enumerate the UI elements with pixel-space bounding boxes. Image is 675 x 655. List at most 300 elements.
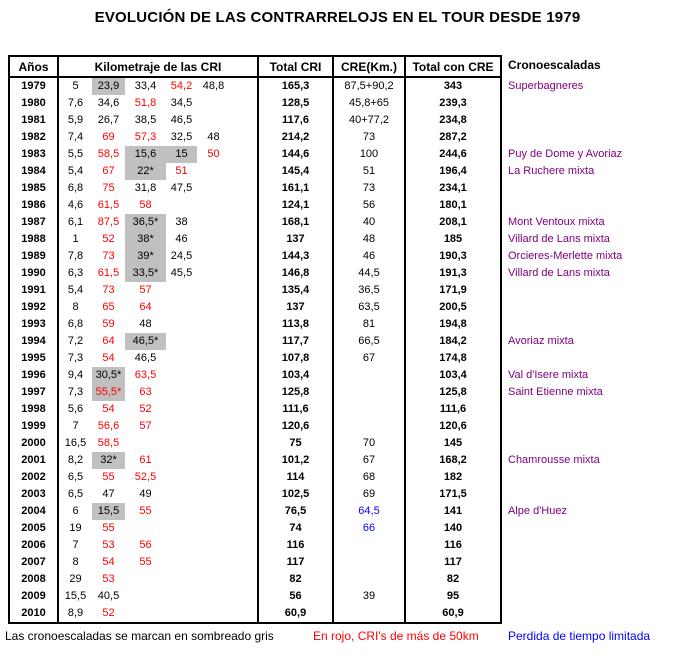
km-cell	[197, 248, 230, 265]
cronoescalada-label	[508, 95, 674, 112]
km-cell: 52	[139, 403, 152, 415]
km-cell: 52	[102, 607, 115, 619]
km-cell	[197, 282, 230, 299]
cre-cell: 87,5+90,2	[333, 77, 405, 95]
km-cell: 7,4	[67, 131, 84, 143]
km-cell: 32,5	[170, 131, 193, 143]
total-cri-cell: 103,4	[258, 367, 333, 384]
km-cell	[197, 316, 230, 333]
table-row	[9, 299, 501, 316]
km-cell: 54,2	[170, 80, 193, 92]
km-cell	[166, 384, 197, 401]
cronoescalada-label: Chamrousse mixta	[508, 454, 600, 466]
legend-red-note: En rojo, CRI's de más de 50km	[313, 629, 479, 643]
km-cell: 64	[139, 301, 152, 313]
total-con-cre-cell: 194,8	[439, 318, 467, 330]
header-anos: Años	[9, 56, 58, 77]
total-con-cre-cell: 145	[443, 437, 463, 449]
km-filler-cell	[230, 214, 258, 231]
km-cell	[197, 112, 230, 129]
km-filler-cell	[230, 95, 258, 112]
km-cell: 58,5	[97, 437, 120, 449]
km-cell: 54	[102, 556, 115, 568]
km-cell: 55	[102, 522, 115, 534]
km-cell: 6	[72, 505, 79, 517]
table-row	[9, 265, 501, 282]
km-cell: 7,2	[67, 335, 84, 347]
year-cell: 1981	[9, 112, 58, 129]
km-cell: 5,4	[67, 165, 84, 177]
cronoescalada-label	[508, 571, 674, 588]
km-cell	[166, 418, 197, 435]
km-cell: 65	[102, 301, 115, 313]
km-cell: 1	[72, 233, 79, 245]
year-cell: 1982	[9, 129, 58, 146]
km-cell	[197, 367, 230, 384]
km-filler-cell	[230, 146, 258, 163]
km-cell: 46,5	[170, 114, 193, 126]
year-cell: 1984	[9, 163, 58, 180]
cronoescalada-label: Villard de Lans mixta	[508, 267, 610, 279]
km-cell	[197, 486, 230, 503]
km-filler-cell	[230, 316, 258, 333]
cronoescalada-label	[508, 180, 674, 197]
total-con-cre-cell: 111,6	[439, 403, 467, 415]
km-cell: 56,6	[97, 420, 120, 432]
year-cell: 2010	[9, 605, 58, 623]
table-row	[9, 214, 501, 231]
km-cell: 7	[72, 420, 79, 432]
km-filler-cell	[230, 282, 258, 299]
total-cri-cell: 117,7	[258, 333, 333, 350]
total-cri-cell: 120,6	[258, 418, 333, 435]
table-row	[9, 571, 501, 588]
km-cell: 48	[207, 131, 220, 143]
km-cell	[197, 163, 230, 180]
total-cri-cell: 60,9	[258, 605, 333, 623]
km-cell: 61,5	[97, 199, 120, 211]
year-cell: 1998	[9, 401, 58, 418]
cronoescalada-label: Alpe d'Huez	[508, 505, 567, 517]
table-row	[9, 367, 501, 384]
km-cell: 15,6	[125, 146, 166, 163]
year-cell: 1994	[9, 333, 58, 350]
km-cell: 54	[102, 352, 115, 364]
km-cell: 34,5	[170, 97, 193, 109]
total-con-cre-cell: 174,8	[439, 352, 467, 364]
cre-cell	[333, 605, 405, 623]
total-con-cre-cell: 171,5	[439, 488, 467, 500]
total-cri-cell: 144,3	[258, 248, 333, 265]
km-cell: 7,3	[67, 352, 84, 364]
cronoescalada-label: Villard de Lans mixta	[508, 233, 610, 245]
cre-cell	[333, 537, 405, 554]
table-row	[9, 520, 501, 537]
cronoescalada-label	[508, 605, 674, 622]
cronoescalada-label: Mont Ventoux mixta	[508, 216, 605, 228]
km-cell	[125, 435, 166, 452]
km-cell: 31,8	[134, 182, 157, 194]
cre-cell	[333, 554, 405, 571]
table-row	[9, 605, 501, 623]
cre-cell: 45,8+65	[333, 95, 405, 112]
km-cell: 8,2	[67, 454, 84, 466]
cronoescalada-label	[508, 435, 674, 452]
km-cell: 69	[102, 131, 115, 143]
km-cell	[197, 197, 230, 214]
km-cell	[197, 265, 230, 282]
table-row	[9, 146, 501, 163]
km-cell: 50	[207, 148, 220, 160]
km-cell	[166, 554, 197, 571]
cronoescalada-label	[508, 316, 674, 333]
km-filler-cell	[230, 588, 258, 605]
table-row	[9, 452, 501, 469]
km-cell	[166, 503, 197, 520]
total-cri-cell: 165,3	[258, 77, 333, 95]
total-con-cre-cell: 141	[443, 505, 463, 517]
km-cell	[197, 503, 230, 520]
table-row	[9, 588, 501, 605]
cre-cell: 51	[333, 163, 405, 180]
km-cell: 51	[175, 165, 188, 177]
table-row	[9, 418, 501, 435]
km-cell	[166, 537, 197, 554]
km-cell: 73	[102, 250, 115, 262]
total-con-cre-cell: 200,5	[439, 301, 467, 313]
km-cell	[166, 367, 197, 384]
total-con-cre-cell: 184,2	[439, 335, 467, 347]
table-row	[9, 333, 501, 350]
cre-cell: 81	[333, 316, 405, 333]
cre-cell: 67	[333, 350, 405, 367]
km-cell: 57	[139, 420, 152, 432]
cre-cell: 64,5	[333, 503, 405, 520]
year-cell: 1996	[9, 367, 58, 384]
year-cell: 1979	[9, 77, 58, 95]
km-cell	[197, 299, 230, 316]
km-cell: 53	[102, 539, 115, 551]
total-cri-cell: 161,1	[258, 180, 333, 197]
total-cri-cell: 113,8	[258, 316, 333, 333]
cronoescalada-label	[508, 129, 674, 146]
total-con-cre-cell: 168,2	[439, 454, 467, 466]
table-row	[9, 77, 501, 95]
km-cell: 8,9	[67, 607, 84, 619]
km-cell: 15	[166, 146, 197, 163]
total-cri-cell: 117	[258, 554, 333, 571]
cronoescalada-label: Saint Etienne mixta	[508, 386, 603, 398]
km-filler-cell	[230, 452, 258, 469]
year-cell: 2006	[9, 537, 58, 554]
cronoescalada-label	[508, 299, 674, 316]
total-cri-cell: 114	[258, 469, 333, 486]
total-cri-cell: 144,6	[258, 146, 333, 163]
km-cell: 51,8	[134, 97, 157, 109]
km-cell: 22*	[125, 163, 166, 180]
year-cell: 1980	[9, 95, 58, 112]
km-cell	[197, 469, 230, 486]
km-cell: 49	[139, 488, 152, 500]
cre-cell: 46	[333, 248, 405, 265]
km-cell: 64	[102, 335, 115, 347]
year-cell: 2007	[9, 554, 58, 571]
km-cell	[166, 350, 197, 367]
km-cell: 47	[102, 488, 115, 500]
km-cell	[197, 384, 230, 401]
km-cell: 61	[139, 454, 152, 466]
page-title: EVOLUCIÓN DE LAS CONTRARRELOJS EN EL TOUR DESDE 1979	[94, 9, 581, 26]
year-cell: 2003	[9, 486, 58, 503]
km-cell	[197, 95, 230, 112]
km-cell: 33,4	[134, 80, 157, 92]
total-cri-cell: 214,2	[258, 129, 333, 146]
table-row	[9, 401, 501, 418]
km-cell	[197, 554, 230, 571]
total-con-cre-cell: 287,2	[439, 131, 467, 143]
km-filler-cell	[230, 503, 258, 520]
km-cell: 48	[139, 318, 152, 330]
km-cell: 45,5	[170, 267, 193, 279]
total-con-cre-cell: 117	[444, 556, 462, 568]
cronoescalada-label	[508, 588, 674, 605]
km-cell	[166, 401, 197, 418]
total-con-cre-cell: 234,1	[439, 182, 467, 194]
km-cell	[197, 231, 230, 248]
year-cell: 1987	[9, 214, 58, 231]
cre-cell	[333, 367, 405, 384]
km-cell	[197, 180, 230, 197]
total-cri-cell: 102,5	[258, 486, 333, 503]
total-con-cre-cell: 182	[443, 471, 463, 483]
total-con-cre-cell: 103,4	[439, 369, 467, 381]
total-con-cre-cell: 60,9	[442, 607, 464, 619]
cre-cell: 48	[333, 231, 405, 248]
cronoescalada-label	[508, 418, 674, 435]
km-cell: 40,5	[97, 590, 120, 602]
year-cell: 1993	[9, 316, 58, 333]
km-cell: 16,5	[64, 437, 87, 449]
year-cell: 2000	[9, 435, 58, 452]
total-con-cre-cell: 239,3	[439, 97, 467, 109]
cronoescalada-label	[508, 537, 674, 554]
total-cri-cell: 125,8	[258, 384, 333, 401]
km-filler-cell	[230, 197, 258, 214]
year-cell: 2001	[9, 452, 58, 469]
km-filler-cell	[230, 486, 258, 503]
km-cell	[125, 588, 166, 605]
total-cri-cell: 82	[258, 571, 333, 588]
km-cell: 6,8	[67, 182, 84, 194]
cronoescalada-label: Orcieres-Merlette mixta	[508, 250, 623, 262]
total-con-cre-cell: 125,8	[439, 386, 467, 398]
cronoescalada-label	[508, 282, 674, 299]
cronoescalada-label: Puy de Dome y Avoriaz	[508, 148, 623, 160]
table-row	[9, 180, 501, 197]
total-con-cre-cell: 180,1	[439, 199, 467, 211]
cre-cell: 66	[333, 520, 405, 537]
header-cre: CRE(Km.)	[333, 56, 405, 77]
cre-cell	[333, 418, 405, 435]
table-row	[9, 316, 501, 333]
total-con-cre-cell: 171,9	[439, 284, 467, 296]
km-cell: 34,6	[97, 97, 120, 109]
header-cronoescaladas: Cronoescaladas	[508, 58, 601, 72]
km-cell: 7,6	[67, 97, 84, 109]
table-row	[9, 435, 501, 452]
km-cell	[166, 452, 197, 469]
table-row	[9, 129, 501, 146]
km-filler-cell	[230, 367, 258, 384]
table-row	[9, 197, 501, 214]
km-filler-cell	[230, 248, 258, 265]
km-cell: 38	[175, 216, 188, 228]
km-cell	[125, 605, 166, 623]
total-cri-cell: 117,6	[258, 112, 333, 129]
cronoescalada-label: Val d'Isere mixta	[508, 369, 589, 381]
year-cell: 1985	[9, 180, 58, 197]
km-cell: 8	[72, 301, 79, 313]
table-row	[9, 486, 501, 503]
km-cell	[197, 520, 230, 537]
year-cell: 1983	[9, 146, 58, 163]
cronoescalada-label: La Ruchere mixta	[508, 165, 595, 177]
cre-cell: 70	[333, 435, 405, 452]
km-cell	[197, 401, 230, 418]
cre-cell: 69	[333, 486, 405, 503]
km-filler-cell	[230, 571, 258, 588]
km-cell: 46	[175, 233, 188, 245]
km-cell: 39*	[125, 248, 166, 265]
km-cell	[166, 520, 197, 537]
table-row	[9, 163, 501, 180]
km-cell: 5,5	[67, 148, 84, 160]
km-cell: 57	[139, 284, 152, 296]
km-filler-cell	[230, 520, 258, 537]
cronoescalada-label	[508, 401, 674, 418]
cronoescalada-label	[508, 350, 674, 367]
total-cri-cell: 111,6	[258, 401, 333, 418]
km-filler-cell	[230, 112, 258, 129]
cre-cell: 40+77,2	[333, 112, 405, 129]
km-filler-cell	[230, 384, 258, 401]
km-cell: 55	[139, 556, 152, 568]
cronoescalada-label	[508, 197, 674, 214]
km-cell: 55,5*	[92, 384, 125, 401]
km-cell: 29	[69, 573, 82, 585]
km-filler-cell	[230, 231, 258, 248]
cre-cell: 40	[333, 214, 405, 231]
km-cell	[197, 537, 230, 554]
km-cell	[166, 299, 197, 316]
km-cell: 52,5	[134, 471, 157, 483]
km-cell: 5,6	[67, 403, 84, 415]
km-cell: 9,4	[67, 369, 84, 381]
cre-cell	[333, 384, 405, 401]
cre-cell: 66,5	[333, 333, 405, 350]
total-con-cre-cell: 185	[443, 233, 463, 245]
table-row	[9, 469, 501, 486]
km-cell	[166, 588, 197, 605]
table-header-row	[9, 56, 501, 77]
total-cri-cell: 168,1	[258, 214, 333, 231]
km-cell: 15,5	[64, 590, 87, 602]
km-cell	[166, 571, 197, 588]
km-filler-cell	[230, 418, 258, 435]
km-cell: 6,5	[67, 471, 84, 483]
total-cri-cell: 137	[258, 299, 333, 316]
km-cell	[197, 605, 230, 623]
km-filler-cell	[230, 554, 258, 571]
km-cell: 67	[102, 165, 115, 177]
km-cell	[125, 571, 166, 588]
km-cell	[197, 588, 230, 605]
cre-cell: 73	[333, 129, 405, 146]
km-cell	[197, 435, 230, 452]
header-kilometraje: Kilometraje de las CRI	[58, 56, 258, 77]
km-cell: 6,8	[67, 318, 84, 330]
km-filler-cell	[230, 401, 258, 418]
km-cell: 36,5*	[125, 214, 166, 231]
year-cell: 2004	[9, 503, 58, 520]
km-cell: 87,5	[97, 216, 120, 228]
km-cell	[197, 333, 230, 350]
table-row	[9, 282, 501, 299]
table-row	[9, 248, 501, 265]
year-cell: 1988	[9, 231, 58, 248]
km-cell: 26,7	[97, 114, 120, 126]
total-cri-cell: 76,5	[258, 503, 333, 520]
total-con-cre-cell: 343	[443, 80, 463, 92]
km-filler-cell	[230, 435, 258, 452]
total-cri-cell: 146,8	[258, 265, 333, 282]
km-filler-cell	[230, 605, 258, 623]
km-cell: 56	[139, 539, 152, 551]
km-cell: 6,1	[67, 216, 84, 228]
cre-cell: 36,5	[333, 282, 405, 299]
year-cell: 1997	[9, 384, 58, 401]
km-cell: 32*	[92, 452, 125, 469]
year-cell: 1986	[9, 197, 58, 214]
km-cell	[166, 605, 197, 623]
km-cell: 58	[139, 199, 152, 211]
table-row	[9, 112, 501, 129]
km-cell: 5,4	[67, 284, 84, 296]
km-cell	[166, 435, 197, 452]
total-cri-cell: 107,8	[258, 350, 333, 367]
km-cell	[166, 197, 197, 214]
total-cri-cell: 128,5	[258, 95, 333, 112]
km-filler-cell	[230, 469, 258, 486]
km-cell: 59	[102, 318, 115, 330]
km-filler-cell	[230, 129, 258, 146]
cre-cell: 73	[333, 180, 405, 197]
table-row	[9, 384, 501, 401]
km-filler-cell	[230, 350, 258, 367]
km-cell: 63	[139, 386, 152, 398]
year-cell: 1992	[9, 299, 58, 316]
km-cell: 7	[72, 539, 79, 551]
cri-table	[8, 55, 502, 624]
km-cell: 4,6	[67, 199, 84, 211]
km-cell: 54	[102, 403, 115, 415]
total-con-cre-cell: 196,4	[439, 165, 467, 177]
header-total-cri: Total CRI	[258, 56, 333, 77]
km-cell	[197, 214, 230, 231]
total-cri-cell: 74	[258, 520, 333, 537]
km-filler-cell	[230, 333, 258, 350]
km-cell	[197, 452, 230, 469]
